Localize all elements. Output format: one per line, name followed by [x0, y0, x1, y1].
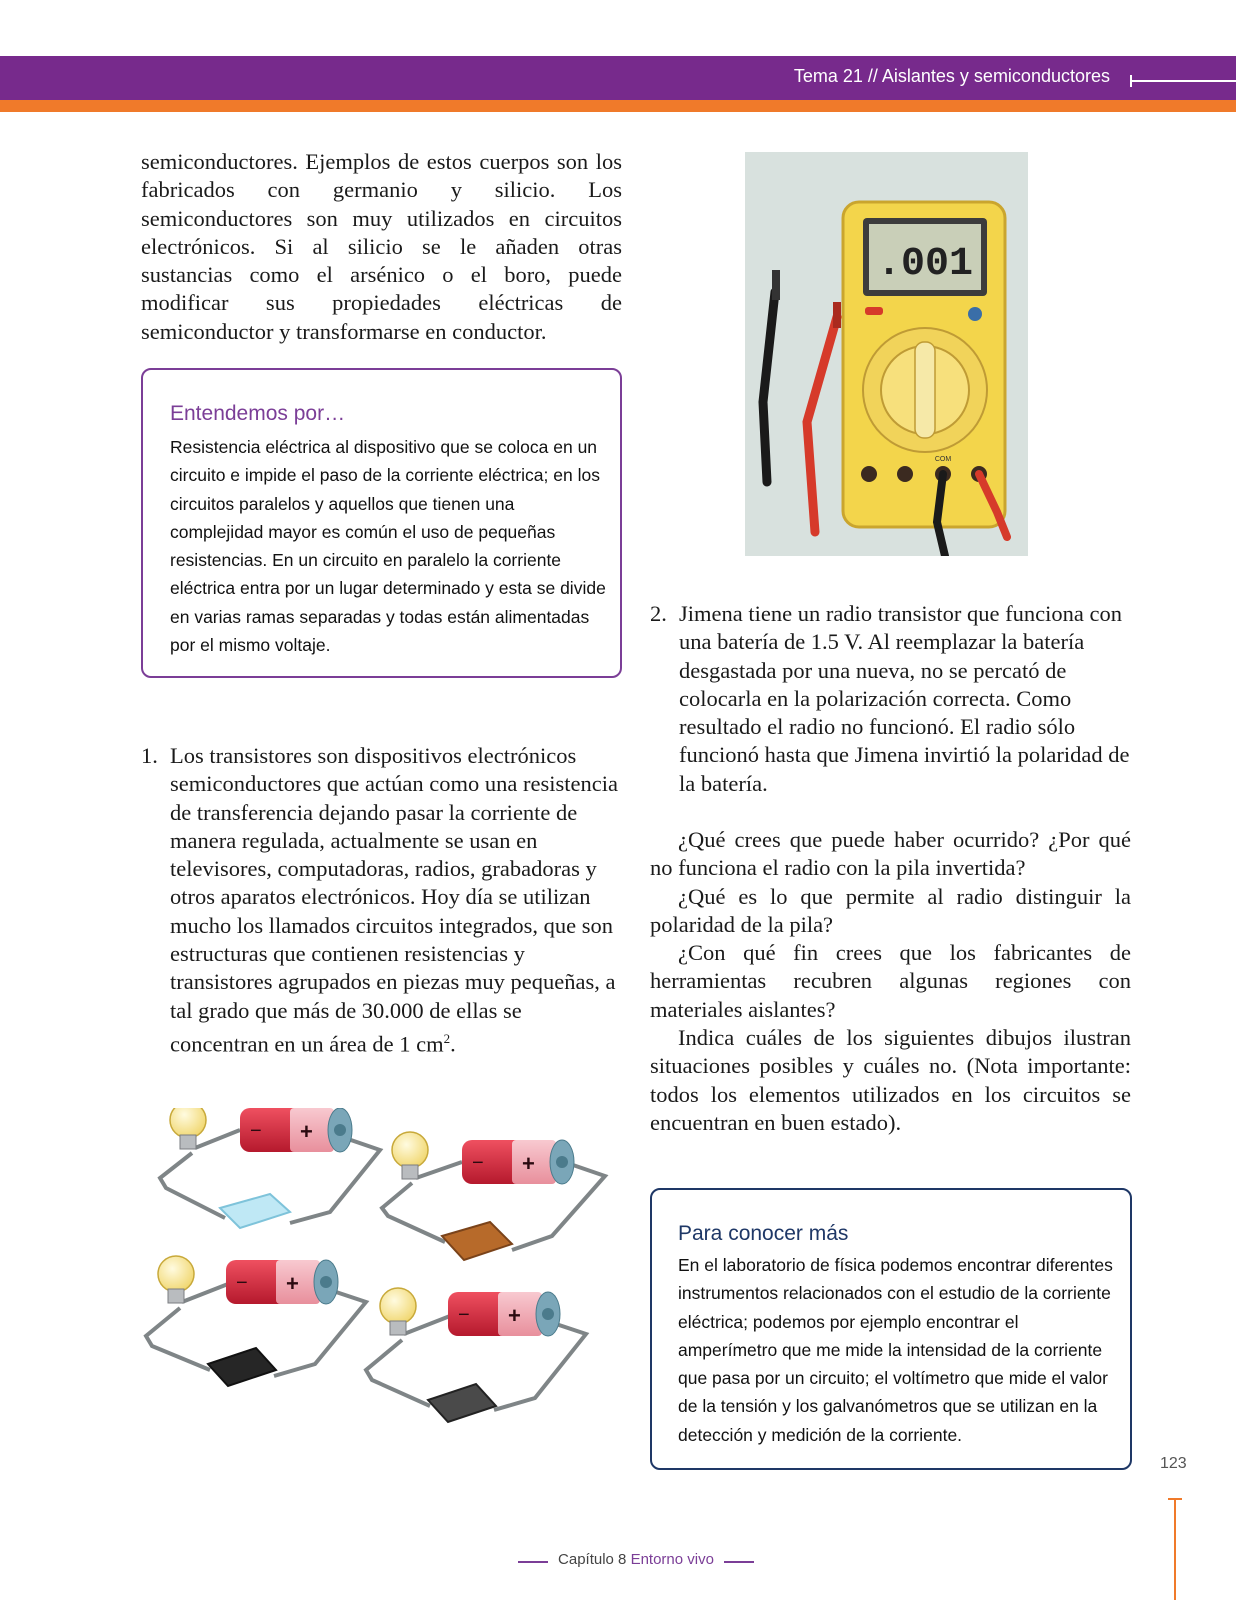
battery-2-plus: + — [522, 1151, 535, 1176]
material-1-glass — [220, 1194, 290, 1228]
list-item-2 — [650, 600, 1131, 798]
bulb-4 — [380, 1288, 416, 1335]
battery-1 — [240, 1108, 352, 1152]
bulb-3 — [158, 1256, 194, 1303]
header-rule — [1132, 80, 1236, 82]
battery-3-minus: − — [236, 1272, 248, 1294]
intro-paragraph: semiconductores. Ejemplos de estos cuerpos son los fabricados con germanio y silicio. Los semiconductores son muy utilizados en circuitos electrónicos. Si al silicio se le añaden otras sustancias como el arsénico o el boro, puede modificar sus propiedades eléctricas de semiconductor y transformarse en conductor. — [141, 149, 622, 344]
header-title: Tema 21 // Aislantes y semiconductores — [793, 66, 1110, 86]
material-3-rubber — [208, 1348, 276, 1386]
list-item-1-superscript: 2 — [443, 1030, 451, 1046]
list-item-1-body — [141, 742, 622, 1059]
battery-3-plus: + — [286, 1271, 299, 1296]
footer — [518, 1551, 754, 1568]
list-item-1 — [141, 742, 622, 1059]
header-accent-band — [0, 100, 1236, 112]
multimeter-com-label: COM — [934, 456, 952, 463]
multimeter-photo — [745, 152, 1028, 556]
definition-box-title: Entendemos por… — [170, 402, 346, 425]
question-2: ¿Qué es lo que permite al radio distinguir la polaridad de la pila? — [650, 883, 1131, 937]
battery-2-minus: − — [472, 1152, 484, 1174]
info-box-text: En el laboratorio de física podemos encontrar diferentes instrumentos relacionados con el estudio de la corriente eléctrica; podemos por ejemplo encontrar el amperímetro que me mide la intensidad de la corriente que pasa por un circuito; el voltímetro que mide el valor de la tensión y los galvanómetros que se utilizan en la detección y medición de la corriente. — [678, 1255, 1113, 1445]
battery-4-plus: + — [508, 1303, 521, 1328]
battery-4 — [448, 1292, 560, 1336]
list-item-1-text: Los transistores son dispositivos electrónicos semiconductores que actúan como una resistencia de transferencia dejando pasar la corriente de manera regulada, actualmente se usan en televisores, computadoras, radios, grabadoras y otros aparatos electrónicos. Hoy día se utilizan mucho los llamados circuitos integrados, que son estructuras que contienen resistencias y transistores agrupados en piezas muy pequeñas, a tal grado que más de 30.000 de ellas se concentran en un área de 1 cm — [170, 743, 618, 1057]
circuit-2 — [382, 1132, 605, 1260]
circuit-4 — [366, 1288, 586, 1422]
battery-3 — [226, 1260, 338, 1304]
battery-1-plus: + — [300, 1119, 313, 1144]
list-item-2-number: 2. — [650, 601, 667, 626]
multimeter-display: .001 — [876, 242, 974, 287]
question-1: ¿Qué crees que puede haber ocurrido? ¿Por qué no funciona el radio con la pila invertida? — [650, 827, 1131, 881]
battery-4-minus: − — [458, 1304, 470, 1326]
question-4: Indica cuáles de los siguientes dibujos ilustran situaciones posibles y cuáles no. (Nota importante: todos los elementos utilizados en los circuitos se encuentran en buen estado). — [650, 1025, 1131, 1135]
circuit-1 — [160, 1108, 380, 1228]
page-number: 123 — [1160, 1455, 1187, 1472]
footer-chapter-title: Entorno vivo — [630, 1551, 714, 1568]
question-3: ¿Con qué fin crees que los fabricantes de herramientas recubren algunas regiones con materiales aislantes? — [650, 940, 1131, 1022]
list-item-1-end: . — [450, 1031, 456, 1057]
material-4-metal — [428, 1384, 496, 1422]
battery-2 — [462, 1140, 574, 1184]
material-2-wood — [442, 1222, 512, 1260]
circuit-3 — [146, 1256, 366, 1386]
definition-box-text: Resistencia eléctrica al dispositivo que se coloca en un circuito e impide el paso de la corriente eléctrica; en los circuitos paralelos y aquellos que tienen una complejidad mayor es común el uso de pequeñas resistencias. En un circuito en paralelo la corriente eléctrica entra por un lugar determinado y esta se divide en varias ramas separadas y todas están alimentadas por el mismo voltaje. — [170, 437, 606, 656]
bulb-1 — [170, 1108, 206, 1149]
side-rule — [1174, 1500, 1176, 1600]
footer-chapter: Capítulo 8 — [558, 1551, 627, 1568]
list-item-1-number: 1. — [141, 743, 158, 768]
info-box-title: Para conocer más — [678, 1222, 849, 1245]
list-item-2-text: Jimena tiene un radio transistor que funciona con una batería de 1.5 V. Al reemplazar la batería desgastada por una nueva, no se percató de colocarla en la polarización correcta. Como resultado el radio no funcionó. El radio sólo funcionó hasta que Jimena invirtió la polaridad de la batería. — [679, 601, 1130, 796]
circuits-illustration — [140, 1108, 630, 1460]
questions-block — [650, 826, 1131, 1137]
bulb-2 — [392, 1132, 428, 1179]
battery-1-minus: − — [250, 1120, 262, 1142]
